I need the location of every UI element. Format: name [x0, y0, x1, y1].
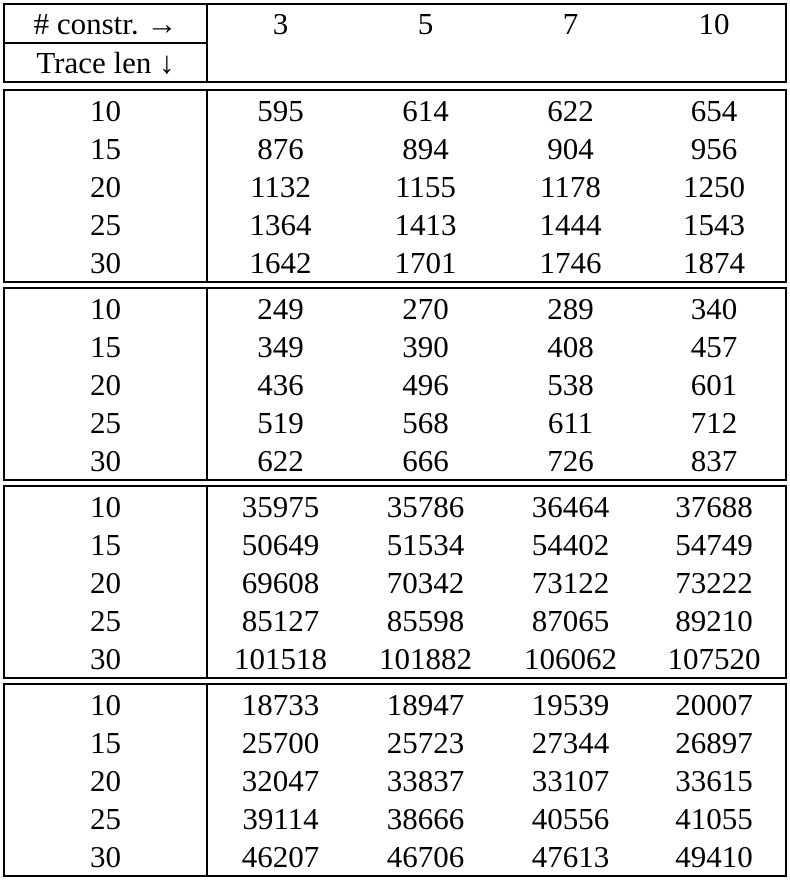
- value-cell: 107520: [667, 641, 761, 676]
- table-row: [5, 404, 785, 442]
- value-cell: 26897: [675, 725, 753, 760]
- value-cell: 85598: [386, 603, 465, 638]
- column-header: 7: [562, 6, 579, 41]
- value-cell: 712: [690, 405, 738, 440]
- value-cell: 89210: [675, 603, 753, 638]
- table-row: [5, 724, 785, 762]
- value-cell: 568: [402, 405, 449, 440]
- table-block: [3, 683, 787, 877]
- table-row: [5, 526, 785, 564]
- header-row-bottom: [5, 44, 785, 82]
- trace-length-cell: 10: [90, 291, 121, 326]
- value-cell: 654: [690, 93, 738, 128]
- value-cell: 436: [257, 367, 304, 402]
- value-cell: 249: [257, 291, 304, 326]
- value-cell: 904: [547, 131, 594, 166]
- value-cell: 87065: [531, 603, 610, 638]
- column-header: 3: [272, 6, 289, 41]
- value-cell: 69608: [241, 565, 320, 600]
- value-cell: 538: [547, 367, 594, 402]
- value-cell: 726: [547, 443, 594, 478]
- value-cell: 54402: [531, 527, 610, 562]
- table-row: [5, 838, 785, 876]
- value-cell: 33107: [531, 763, 610, 798]
- value-cell: 106062: [524, 641, 617, 676]
- value-cell: 601: [690, 367, 738, 402]
- value-cell: 49410: [675, 839, 753, 874]
- trace-length-cell: 10: [90, 687, 121, 722]
- table-row: [5, 602, 785, 640]
- table-row: [5, 762, 785, 800]
- value-cell: 496: [402, 367, 449, 402]
- value-cell: 27344: [531, 725, 610, 760]
- value-cell: 1132: [250, 169, 311, 204]
- value-cell: 956: [690, 131, 738, 166]
- value-cell: 1250: [683, 169, 745, 204]
- trace-length-cell: 20: [90, 565, 121, 600]
- value-cell: 1444: [539, 207, 602, 242]
- table-header: [3, 3, 787, 83]
- value-cell: 101882: [379, 641, 472, 676]
- table-row: [5, 290, 785, 328]
- value-cell: 289: [547, 291, 594, 326]
- value-cell: 40556: [531, 801, 610, 836]
- value-cell: 35975: [241, 489, 320, 524]
- table-row: [5, 442, 785, 480]
- trace-length-cell: 25: [90, 801, 121, 836]
- value-cell: 70342: [386, 565, 465, 600]
- trace-length-cell: 30: [90, 641, 121, 676]
- value-cell: 595: [257, 93, 304, 128]
- column-header: 5: [417, 6, 434, 41]
- value-cell: 25723: [386, 725, 465, 760]
- value-cell: 25700: [241, 725, 320, 760]
- header-row-top: [5, 5, 785, 43]
- value-cell: 33615: [675, 763, 753, 798]
- value-cell: 1364: [249, 207, 312, 242]
- value-cell: 1874: [683, 245, 745, 280]
- value-cell: 622: [257, 443, 304, 478]
- value-cell: 1642: [249, 245, 312, 280]
- value-cell: 51534: [386, 527, 465, 562]
- value-cell: 38666: [386, 801, 465, 836]
- value-cell: 408: [547, 329, 594, 364]
- value-cell: 1746: [539, 245, 602, 280]
- value-cell: 54749: [675, 527, 753, 562]
- table-block: [3, 89, 787, 283]
- trace-length-cell: 15: [90, 329, 121, 364]
- value-cell: 837: [690, 443, 738, 478]
- value-cell: 46207: [241, 839, 320, 874]
- trace-length-cell: 30: [90, 839, 121, 874]
- value-cell: 101518: [234, 641, 327, 676]
- value-cell: 390: [402, 329, 449, 364]
- value-cell: 340: [690, 291, 738, 326]
- value-cell: 876: [257, 131, 304, 166]
- value-cell: 46706: [386, 839, 465, 874]
- table-row: [5, 328, 785, 366]
- trace-length-cell: 10: [90, 489, 121, 524]
- trace-length-cell: 20: [90, 169, 121, 204]
- trace-length-cell: 30: [90, 443, 121, 478]
- table-row: [5, 564, 785, 602]
- table-row: [5, 488, 785, 526]
- value-cell: 666: [402, 443, 449, 478]
- table-block: [3, 485, 787, 679]
- value-cell: 894: [402, 131, 449, 166]
- table-row: [5, 130, 785, 168]
- table-row: [5, 206, 785, 244]
- value-cell: 1543: [683, 207, 745, 242]
- value-cell: 19539: [531, 687, 610, 722]
- value-cell: 73122: [531, 565, 610, 600]
- value-cell: 36464: [531, 489, 610, 524]
- value-cell: 611: [547, 405, 594, 440]
- trace-length-cell: 25: [90, 603, 121, 638]
- trace-length-cell: 15: [90, 131, 121, 166]
- constraints-axis-label: # constr. →: [33, 6, 178, 41]
- trace-length-cell: 30: [90, 245, 121, 280]
- value-cell: 622: [547, 93, 594, 128]
- value-cell: 349: [257, 329, 304, 364]
- value-cell: 73222: [675, 565, 753, 600]
- table-row: [5, 686, 785, 724]
- value-cell: 1178: [540, 169, 601, 204]
- value-cell: 37688: [675, 489, 753, 524]
- value-cell: 457: [690, 329, 738, 364]
- column-header: 10: [698, 6, 730, 41]
- table-row: [5, 640, 785, 678]
- table-row: [5, 800, 785, 838]
- value-cell: 18947: [386, 687, 465, 722]
- value-cell: 35786: [386, 489, 465, 524]
- value-cell: 85127: [241, 603, 320, 638]
- trace-length-cell: 15: [90, 725, 121, 760]
- trace-length-cell: 20: [90, 763, 121, 798]
- table-block: [3, 287, 787, 481]
- table-row: [5, 366, 785, 404]
- value-cell: 33837: [386, 763, 465, 798]
- value-cell: 519: [257, 405, 304, 440]
- trace-length-cell: 15: [90, 527, 121, 562]
- trace-length-cell: 10: [90, 93, 121, 128]
- table-row: [5, 92, 785, 130]
- value-cell: 1413: [394, 207, 457, 242]
- value-cell: 39114: [242, 801, 319, 836]
- value-cell: 20007: [675, 687, 753, 722]
- value-cell: 270: [402, 291, 449, 326]
- value-cell: 41055: [675, 801, 753, 836]
- value-cell: 18733: [241, 687, 320, 722]
- table-row: [5, 244, 785, 282]
- value-cell: 32047: [241, 763, 320, 798]
- value-cell: 50649: [241, 527, 320, 562]
- table-row: [5, 168, 785, 206]
- trace-length-cell: 25: [90, 405, 121, 440]
- trace-length-cell: 25: [90, 207, 121, 242]
- trace-length-axis-label: Trace len ↓: [36, 45, 175, 80]
- trace-length-cell: 20: [90, 367, 121, 402]
- value-cell: 614: [402, 93, 449, 128]
- value-cell: 1701: [394, 245, 457, 280]
- value-cell: 1155: [395, 169, 456, 204]
- value-cell: 47613: [531, 839, 610, 874]
